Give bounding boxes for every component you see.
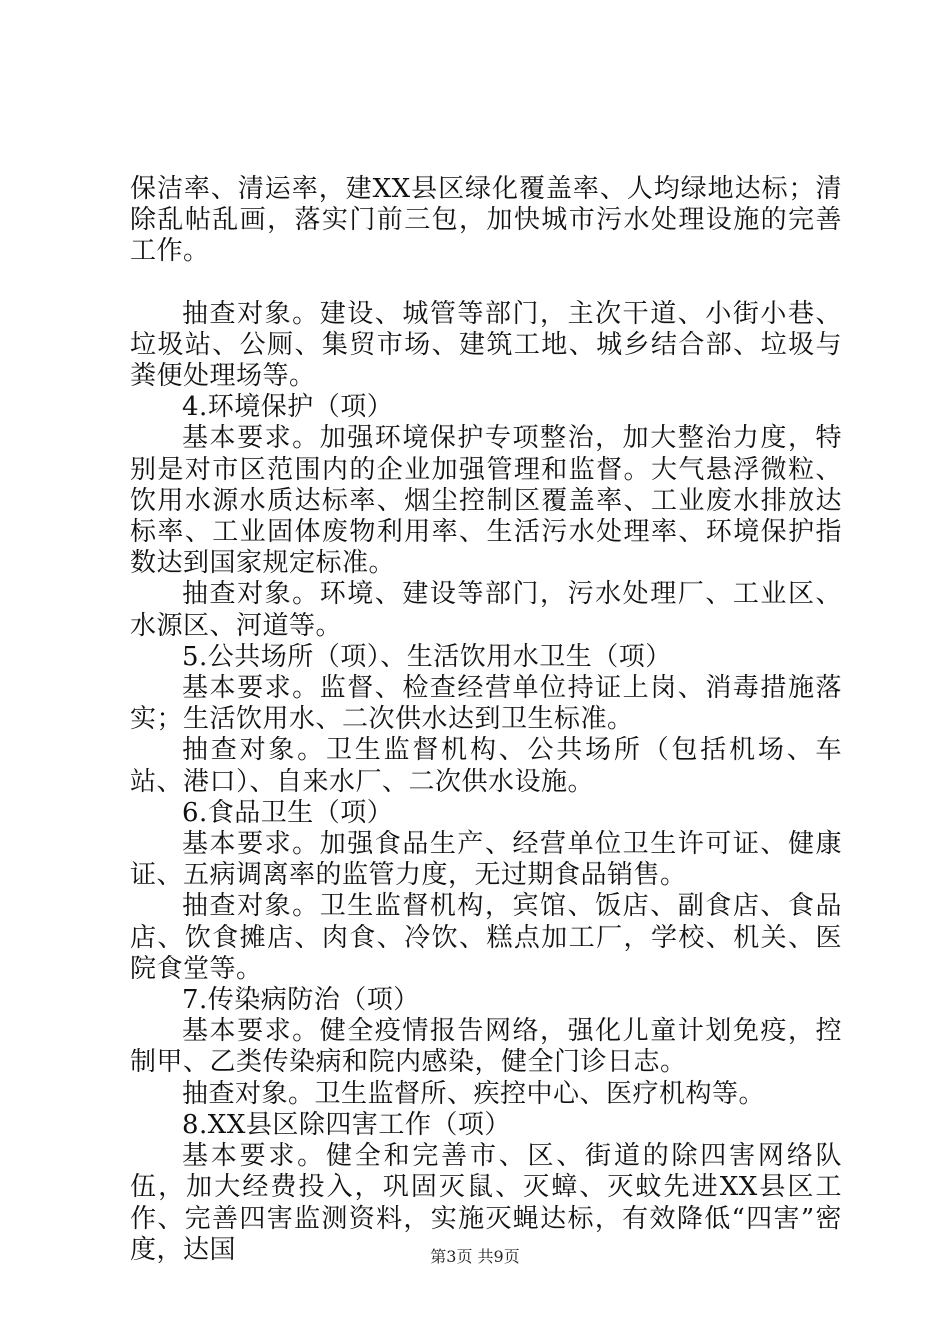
paragraph: 抽查对象。卫生监督机构，宾馆、饭店、副食店、食品店、饮食摊店、肉食、冷饮、糕点加工厂，学校、机关、医院食堂等。	[130, 891, 842, 984]
paragraph: 抽查对象。环境、建设等部门，污水处理厂、工业区、水源区、河道等。	[130, 579, 842, 641]
paragraph: 保洁率、清运率，建XX县区绿化覆盖率、人均绿地达标；清除乱帖乱画，落实门前三包，加快城市污水处理设施的完善工作。	[130, 174, 842, 267]
section-heading: 5.公共场所（项）、生活饮用水卫生（项）	[182, 641, 672, 672]
section-heading: 6.食品卫生（项）	[182, 797, 394, 828]
paragraph-gap	[130, 268, 842, 299]
section-heading: 7.传染病防治（项）	[182, 985, 420, 1016]
paragraph: 基本要求。健全疫情报告网络，强化儿童计划免疫，控制甲、乙类传染病和院内感染，健全门诊日志。	[130, 1016, 842, 1078]
section-heading: 4.环境保护（项）	[182, 392, 394, 423]
document-body	[130, 174, 842, 1266]
paragraph: 基本要求。加强食品生产、经营单位卫生许可证、健康证、五病调离率的监管力度，无过期食品销售。	[130, 829, 842, 891]
section-heading: 8.XX县区除四害工作（项）	[182, 1109, 511, 1140]
paragraph: 基本要求。监督、检查经营单位持证上岗、消毒措施落实；生活饮用水、二次供水达到卫生标准。	[130, 673, 842, 735]
paragraph: 抽查对象。卫生监督机构、公共场所（包括机场、车站、港口）、自来水厂、二次供水设施。	[130, 735, 842, 797]
paragraph: 基本要求。加强环境保护专项整治，加大整治力度，特别是对市区范围内的企业加强管理和监督。大气悬浮微粒、饮用水源水质达标率、烟尘控制区覆盖率、工业废水排放达标率、工业固体废物利用率、生活污水处理率、环境保护指数达到国家规定标准。	[130, 423, 842, 579]
paragraph: 抽查对象。建设、城管等部门，主次干道、小街小巷、垃圾站、公厕、集贸市场、建筑工地、城乡结合部、垃圾与粪便处理场等。	[130, 298, 842, 392]
paragraph: 抽查对象。卫生监督所、疾控中心、医疗机构等。	[182, 1078, 766, 1109]
paragraph: 基本要求。健全和完善市、区、街道的除四害网络队伍，加大经费投入，巩固灭鼠、灭蟑、灭蚊先进XX县区工作、完善四害监测资料，实施灭蝇达标，有效降低“四害”密度，达国	[130, 1141, 842, 1265]
page-number-footer: 第3页 共9页	[430, 1247, 520, 1266]
